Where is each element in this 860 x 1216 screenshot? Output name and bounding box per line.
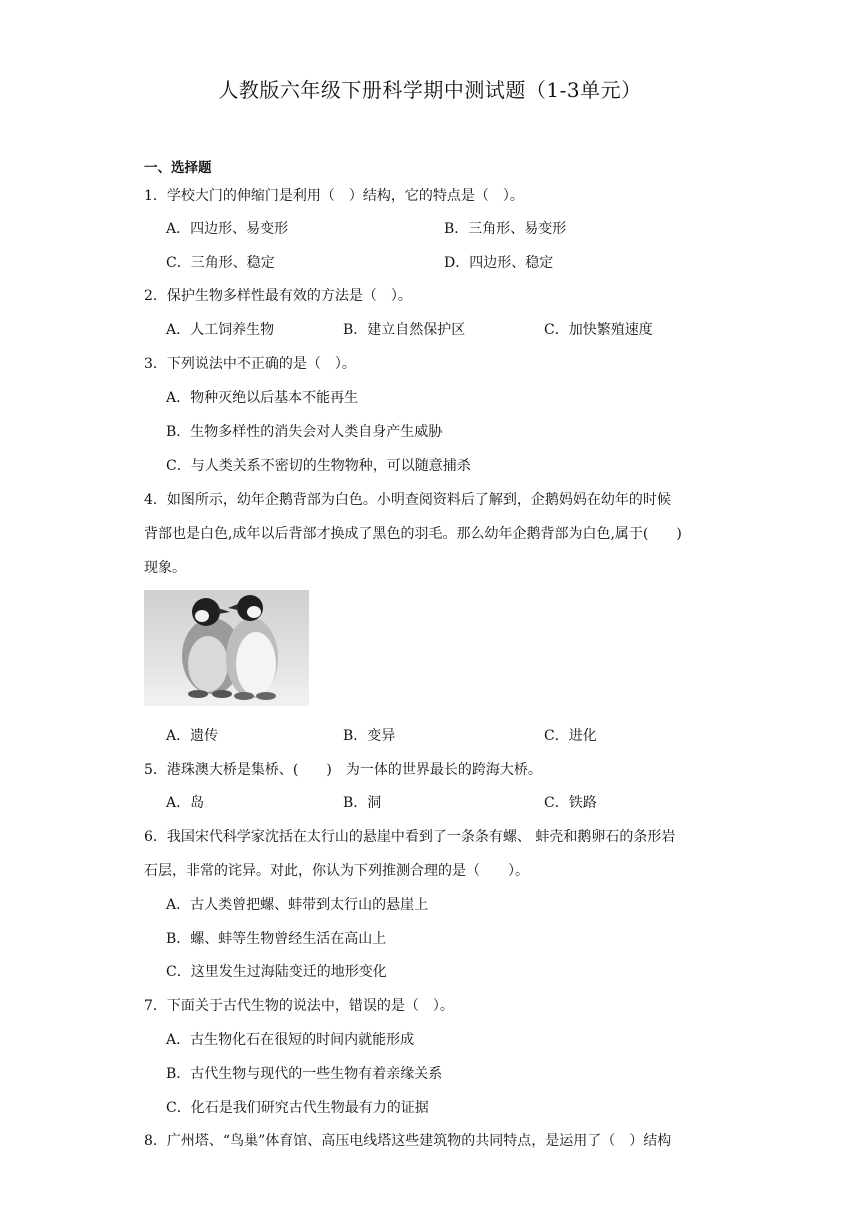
question-7-option-a: A．古生物化石在很短的时间内就能形成 — [166, 1032, 415, 1048]
question-3-option-b: B．生物多样性的消失会对人类自身产生威胁 — [166, 424, 443, 440]
question-8-stem: 8．广州塔、“鸟巢”体育馆、高压电线塔这些建筑物的共同特点，是运用了（ ）结构 — [144, 1133, 672, 1149]
question-3-option-c: C．与人类关系不密切的生物物种，可以随意捕杀 — [166, 458, 471, 474]
question-6-option-c: C．这里发生过海陆变迁的地形变化 — [166, 964, 387, 980]
penguins-illustration — [144, 590, 309, 706]
question-3-option-a: A．物种灭绝以后基本不能再生 — [166, 390, 359, 406]
question-5-option-a: A．岛 — [166, 795, 205, 811]
question-4-stem-line-3: 现象。 — [144, 560, 186, 576]
question-1-option-a: A．四边形、易变形 — [166, 221, 289, 237]
question-5-option-b: B．洞 — [343, 795, 382, 811]
question-4-option-c: C．进化 — [544, 728, 597, 744]
question-1-option-c: C．三角形、稳定 — [166, 255, 275, 271]
question-5-option-c: C．铁路 — [544, 795, 597, 811]
question-1-stem: 1．学校大门的伸缩门是利用（ ）结构，它的特点是（ ）。 — [144, 188, 524, 204]
question-4-option-b: B．变异 — [343, 728, 396, 744]
page-title: 人教版六年级下册科学期中测试题（1-3单元） — [218, 78, 642, 102]
question-5-stem: 5．港珠澳大桥是集桥、( ) 为一体的世界最长的跨海大桥。 — [144, 762, 542, 778]
question-4-stem-line-1: 4．如图所示，幼年企鹅背部为白色。小明查阅资料后了解到，企鹅妈妈在幼年的时候 — [144, 492, 671, 508]
question-4-option-a: A．遗传 — [166, 728, 219, 744]
question-3-stem: 3．下列说法中不正确的是（ ）。 — [144, 356, 356, 372]
question-2-option-a: A．人工饲养生物 — [166, 322, 275, 338]
question-7-stem: 7．下面关于古代生物的说法中，错误的是（ ）。 — [144, 998, 454, 1014]
question-7-option-c: C．化石是我们研究古代生物最有力的证据 — [166, 1100, 429, 1116]
question-6-stem-line-1: 6．我国宋代科学家沈括在太行山的悬崖中看到了一条条有螺、 蚌壳和鹅卵石的条形岩 — [144, 829, 676, 845]
question-6-option-a: A．古人类曾把螺、蚌带到太行山的悬崖上 — [166, 897, 429, 913]
question-2-stem: 2．保护生物多样性最有效的方法是（ ）。 — [144, 288, 412, 304]
question-7-option-b: B．古代生物与现代的一些生物有着亲缘关系 — [166, 1066, 443, 1082]
question-2-option-c: C．加快繁殖速度 — [544, 322, 653, 338]
penguins-photo — [144, 590, 309, 706]
question-4-stem-line-2: 背部也是白色,成年以后背部才换成了黑色的羽毛。那么幼年企鹅背部为白色,属于( ) — [144, 526, 682, 542]
question-2-option-b: B．建立自然保护区 — [343, 322, 466, 338]
question-6-option-b: B．螺、蚌等生物曾经生活在高山上 — [166, 931, 387, 947]
question-1-option-b: B．三角形、易变形 — [444, 221, 567, 237]
question-1-option-d: D．四边形、稳定 — [444, 255, 554, 271]
section-heading: 一、选择题 — [144, 160, 212, 176]
question-6-stem-line-2: 石层，非常的诧异。对此，你认为下列推测合理的是（ ）。 — [144, 863, 529, 879]
